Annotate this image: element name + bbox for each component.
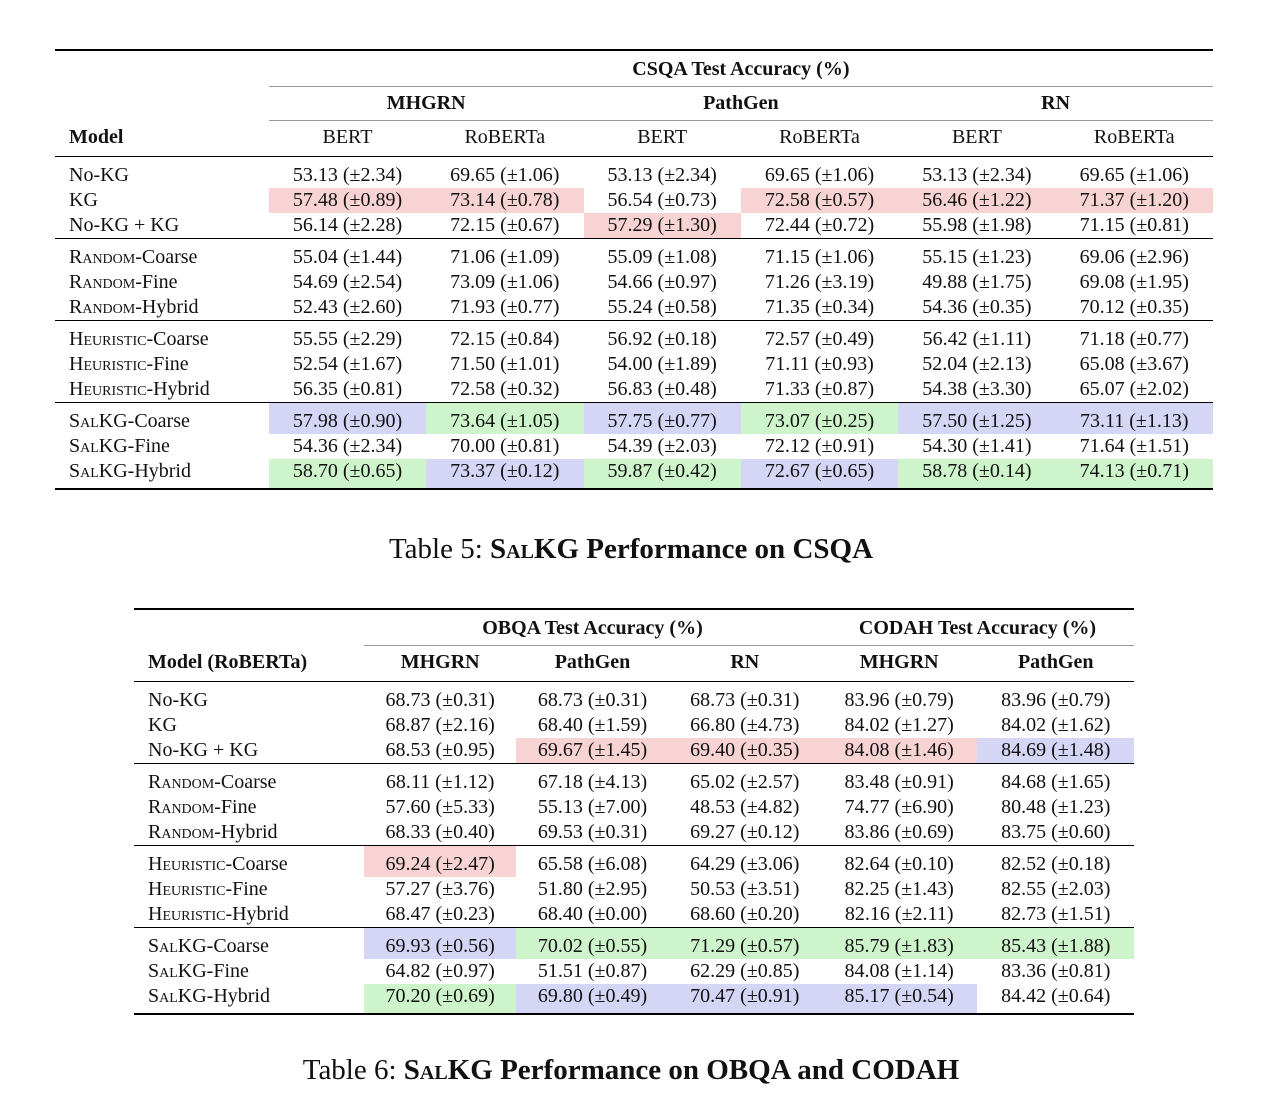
table-row [134,846,1134,878]
accuracy-cell: 73.07 (±0.25) [741,403,898,435]
accuracy-cell: 52.54 (±1.67) [292,353,403,375]
accuracy-cell: 69.27 (±0.12) [690,821,800,843]
model-method-name: Random [148,771,215,793]
accuracy-cell: 71.35 (±0.34) [764,296,875,318]
model-name-cell [55,213,269,239]
model-method-name: Random [148,796,215,818]
accuracy-cell: 69.65 (±1.06) [1079,164,1189,186]
accuracy-cell: 70.12 (±0.35) [1079,296,1189,318]
accuracy-cell: 83.75 (±0.60) [1001,821,1111,843]
accuracy-cell: 68.87 (±2.16) [385,714,495,736]
table-row [134,738,1134,764]
table-row [55,213,1213,239]
lm-header: RoBERTa [464,126,546,148]
accuracy-cell: 66.80 (±4.73) [690,714,800,736]
accuracy-cell: 54.38 (±3.30) [922,378,1032,400]
model-variant-name: KG [69,189,98,211]
accuracy-cell: 82.25 (±1.43) [844,878,954,900]
model-name-cell [134,846,364,878]
table-row [55,321,1213,353]
lm-header: BERT [951,126,1002,148]
accuracy-cell: 68.53 (±0.95) [385,739,495,761]
accuracy-cell: 56.14 (±2.28) [292,214,403,236]
model-method-name: Random [148,821,215,843]
accuracy-cell: 68.11 (±1.12) [364,764,516,796]
accuracy-cell: 65.58 (±6.08) [516,846,668,878]
model-variant-name: -Hybrid [135,296,199,318]
accuracy-cell: 58.70 (±0.65) [269,459,426,489]
model-method-name: Heuristic [69,353,147,375]
table-row [134,764,1134,796]
accuracy-cell: 54.30 (±1.41) [922,435,1032,457]
model-name-cell [55,295,269,321]
obqa-header: OBQA Test Accuracy (%) [364,609,821,646]
accuracy-cell: 70.20 (±0.69) [364,984,516,1014]
model-name-cell [134,877,364,902]
kg-model-header: PathGen [1017,651,1094,673]
accuracy-cell: 62.29 (±0.85) [690,960,800,982]
csqa-header: CSQA Test Accuracy (%) [269,50,1213,87]
accuracy-cell: 57.27 (±3.76) [385,878,495,900]
model-method-name: SalKG [69,435,128,457]
model-name-cell [55,403,269,435]
accuracy-cell: 56.83 (±0.48) [607,378,717,400]
accuracy-cell: 71.33 (±0.87) [764,378,875,400]
accuracy-cell: 54.69 (±2.54) [292,271,403,293]
accuracy-cell: 51.80 (±2.95) [537,878,648,900]
accuracy-cell: 69.65 (±1.06) [450,164,560,186]
accuracy-cell: 70.02 (±0.55) [516,928,668,960]
caption-prefix: Table 5: [388,533,491,565]
accuracy-cell: 54.00 (±1.89) [607,353,717,375]
model-variant-name: -Fine [127,435,170,457]
model-variant-name: No-KG + KG [148,739,259,761]
accuracy-cell: 85.43 (±1.88) [977,928,1134,960]
accuracy-cell: 71.18 (±0.77) [1056,321,1213,353]
accuracy-cell: 54.36 (±0.35) [922,296,1032,318]
accuracy-cell: 73.37 (±0.12) [426,459,583,489]
accuracy-cell: 72.15 (±0.84) [426,321,583,353]
model-variant-name: -Coarse [146,328,209,350]
accuracy-cell: 68.47 (±0.23) [385,903,495,925]
model-name-cell [55,434,269,459]
accuracy-cell: 84.02 (±1.27) [844,714,954,736]
table-row [55,377,1213,403]
table-row [134,959,1134,984]
lm-header: RoBERTa [779,126,860,148]
table-row [55,157,1213,189]
accuracy-cell: 82.64 (±0.10) [821,846,977,878]
accuracy-cell: 65.02 (±2.57) [669,764,821,796]
table-row [55,459,1213,489]
accuracy-cell: 80.48 (±1.23) [1001,796,1111,818]
accuracy-cell: 57.98 (±0.90) [269,403,426,435]
model-name-cell [134,795,364,820]
accuracy-cell: 84.02 (±1.62) [1001,714,1111,736]
accuracy-cell: 56.42 (±1.11) [898,321,1055,353]
model-method-name: SalKG [148,960,207,982]
table-row [134,682,1134,714]
accuracy-cell: 52.43 (±2.60) [292,296,403,318]
accuracy-cell: 83.86 (±0.69) [844,821,954,843]
model-variant-name: -Fine [225,878,268,900]
accuracy-cell: 59.87 (±0.42) [584,459,741,489]
model-variant-name: -Hybrid [127,460,191,482]
table-row [55,434,1213,459]
accuracy-cell: 57.50 (±1.25) [898,403,1055,435]
accuracy-cell: 54.39 (±2.03) [607,435,717,457]
accuracy-cell: 64.29 (±3.06) [669,846,821,878]
accuracy-cell: 74.13 (±0.71) [1056,459,1213,489]
accuracy-cell: 65.08 (±3.67) [1079,353,1189,375]
table-row [134,795,1134,820]
accuracy-cell: 65.07 (±2.02) [1079,378,1189,400]
accuracy-cell: 74.77 (±6.90) [844,796,954,818]
accuracy-cell: 70.00 (±0.81) [450,435,560,457]
model-column-header: Model (RoBERTa) [148,650,308,673]
model-name-cell [134,713,364,738]
accuracy-cell: 84.68 (±1.65) [977,764,1134,796]
table-row [134,877,1134,902]
accuracy-cell: 56.35 (±0.81) [292,378,403,400]
model-name-cell [55,459,269,489]
model-method-name: Heuristic [69,378,147,400]
accuracy-cell: 84.08 (±1.46) [821,738,977,764]
accuracy-cell: 56.92 (±0.18) [584,321,741,353]
accuracy-cell: 72.15 (±0.67) [450,214,560,236]
accuracy-cell: 69.53 (±0.31) [537,821,648,843]
accuracy-cell: 69.06 (±2.96) [1056,239,1213,271]
model-variant-name: -Coarse [127,410,190,432]
accuracy-cell: 72.67 (±0.65) [741,459,898,489]
caption-title: Performance on OBQA and CODAH [492,1054,960,1086]
table-row [55,270,1213,295]
accuracy-cell: 53.13 (±2.34) [922,164,1032,186]
accuracy-cell: 71.93 (±0.77) [450,296,560,318]
model-name-cell [134,928,364,960]
model-variant-name: No-KG [148,689,208,711]
model-variant-name: -Hybrid [214,821,278,843]
accuracy-cell: 83.36 (±0.81) [1001,960,1111,982]
accuracy-cell: 69.24 (±2.47) [364,846,516,878]
accuracy-cell: 69.08 (±1.95) [1079,271,1189,293]
kg-model-header: MHGRN [269,87,584,121]
model-method-name: Random [69,296,136,318]
accuracy-cell: 71.06 (±1.09) [426,239,583,271]
model-variant-name: -Fine [206,960,249,982]
model-name-cell [134,738,364,764]
model-method-name: Heuristic [148,903,226,925]
model-name-cell [55,321,269,353]
accuracy-cell: 55.98 (±1.98) [922,214,1032,236]
table-6 [134,608,1134,1015]
accuracy-cell: 73.14 (±0.78) [426,188,583,213]
kg-model-header: MHGRN [859,651,939,673]
caption-prefix: Table 6: [302,1054,404,1086]
model-name-cell [55,188,269,213]
table-row [134,902,1134,928]
model-variant-name: -Hybrid [206,985,270,1007]
model-variant-name: -Fine [214,796,257,818]
accuracy-cell: 82.16 (±2.11) [844,903,954,925]
accuracy-cell: 84.42 (±0.64) [1001,985,1111,1007]
accuracy-cell: 72.58 (±0.32) [450,378,560,400]
accuracy-cell: 69.80 (±0.49) [516,984,668,1014]
accuracy-cell: 85.79 (±1.83) [821,928,977,960]
model-method-name: Random [69,246,136,268]
table-row [55,352,1213,377]
accuracy-cell: 68.40 (±0.00) [537,903,648,925]
lm-header: RoBERTa [1093,126,1175,148]
accuracy-cell: 68.60 (±0.20) [690,903,800,925]
accuracy-cell: 73.64 (±1.05) [426,403,583,435]
model-variant-name: -Coarse [135,246,198,268]
accuracy-cell: 50.53 (±3.51) [690,878,800,900]
accuracy-cell: 58.78 (±0.14) [898,459,1055,489]
model-column-header: Model [69,125,124,148]
accuracy-cell: 82.52 (±0.18) [977,846,1134,878]
accuracy-cell: 72.12 (±0.91) [764,435,875,457]
accuracy-cell: 49.88 (±1.75) [922,271,1032,293]
accuracy-cell: 57.48 (±0.89) [269,188,426,213]
table-row [134,820,1134,846]
accuracy-cell: 71.29 (±0.57) [669,928,821,960]
accuracy-cell: 57.29 (±1.30) [584,213,741,239]
table-5-caption [0,533,1262,566]
model-name-cell [134,959,364,984]
kg-model-header: RN [898,87,1213,121]
caption-method: SalKG [490,533,580,565]
accuracy-cell: 71.64 (±1.51) [1079,435,1189,457]
table-row [134,928,1134,960]
accuracy-cell: 82.73 (±1.51) [1001,903,1111,925]
model-variant-name: -Coarse [214,771,277,793]
accuracy-cell: 56.46 (±1.22) [898,188,1055,213]
model-variant-name: -Coarse [225,853,288,875]
accuracy-cell: 48.53 (±4.82) [690,796,800,818]
model-method-name: Heuristic [69,328,147,350]
model-name-cell [55,239,269,271]
model-method-name: Heuristic [148,878,226,900]
table-row [134,713,1134,738]
kg-model-header: RN [730,651,760,673]
accuracy-cell: 68.40 (±1.59) [537,714,648,736]
accuracy-cell: 73.11 (±1.13) [1056,403,1213,435]
lm-header: BERT [322,126,373,148]
table-5 [55,49,1213,490]
accuracy-cell: 55.24 (±0.58) [607,296,717,318]
caption-title: Performance on CSQA [579,533,874,565]
accuracy-cell: 53.13 (±2.34) [607,164,717,186]
accuracy-cell: 72.58 (±0.57) [741,188,898,213]
table-row [55,403,1213,435]
accuracy-cell: 67.18 (±4.13) [516,764,668,796]
table-row [55,239,1213,271]
model-name-cell [134,764,364,796]
accuracy-cell: 69.93 (±0.56) [364,928,516,960]
accuracy-cell: 83.96 (±0.79) [1001,689,1111,711]
accuracy-cell: 71.15 (±0.81) [1079,214,1189,236]
model-name-cell [55,270,269,295]
accuracy-cell: 84.69 (±1.48) [977,738,1134,764]
model-variant-name: No-KG + KG [69,214,180,236]
accuracy-cell: 55.15 (±1.23) [898,239,1055,271]
model-method-name: SalKG [69,460,128,482]
accuracy-cell: 84.08 (±1.14) [844,960,954,982]
accuracy-cell: 68.73 (±0.31) [537,689,648,711]
model-name-cell [55,377,269,403]
kg-model-header: PathGen [554,651,631,673]
table-row [55,188,1213,213]
accuracy-cell: 55.09 (±1.08) [584,239,741,271]
accuracy-cell: 53.13 (±2.34) [292,164,403,186]
model-method-name: Heuristic [148,853,226,875]
accuracy-cell: 68.73 (±0.31) [385,689,495,711]
model-method-name: SalKG [69,410,128,432]
accuracy-cell: 83.96 (±0.79) [844,689,954,711]
model-variant-name: -Hybrid [225,903,289,925]
accuracy-cell: 68.73 (±0.31) [690,689,800,711]
codah-header: CODAH Test Accuracy (%) [821,609,1134,646]
accuracy-cell: 72.44 (±0.72) [764,214,875,236]
table-row [55,295,1213,321]
accuracy-cell: 55.13 (±7.00) [537,796,648,818]
model-name-cell [55,352,269,377]
accuracy-cell: 51.51 (±0.87) [537,960,648,982]
accuracy-cell: 71.26 (±3.19) [764,271,875,293]
lm-header: BERT [637,126,688,148]
model-name-cell [134,682,364,714]
accuracy-cell: 73.09 (±1.06) [450,271,560,293]
accuracy-cell: 57.60 (±5.33) [385,796,495,818]
accuracy-cell: 52.04 (±2.13) [922,353,1032,375]
accuracy-cell: 54.66 (±0.97) [607,271,717,293]
accuracy-cell: 54.36 (±2.34) [292,435,403,457]
accuracy-cell: 72.57 (±0.49) [741,321,898,353]
kg-model-header: MHGRN [400,651,480,673]
model-name-cell [55,157,269,189]
accuracy-cell: 71.50 (±1.01) [450,353,560,375]
accuracy-cell: 56.54 (±0.73) [607,189,717,211]
model-variant-name: KG [148,714,177,736]
model-method-name: SalKG [148,985,207,1007]
accuracy-cell: 69.40 (±0.35) [669,738,821,764]
accuracy-cell: 70.47 (±0.91) [669,984,821,1014]
accuracy-cell: 68.33 (±0.40) [385,821,495,843]
model-variant-name: -Fine [146,353,189,375]
model-variant-name: -Coarse [206,935,269,957]
accuracy-cell: 85.17 (±0.54) [821,984,977,1014]
accuracy-cell: 57.75 (±0.77) [584,403,741,435]
accuracy-cell: 82.55 (±2.03) [1001,878,1111,900]
model-name-cell [134,902,364,928]
model-name-cell [134,984,364,1014]
model-variant-name: -Hybrid [146,378,210,400]
accuracy-cell: 71.15 (±1.06) [741,239,898,271]
table-row [134,984,1134,1014]
table-6-caption [0,1054,1262,1087]
accuracy-cell: 69.65 (±1.06) [764,164,875,186]
model-variant-name: No-KG [69,164,129,186]
model-method-name: Random [69,271,136,293]
accuracy-cell: 83.48 (±0.91) [821,764,977,796]
model-variant-name: -Fine [135,271,178,293]
model-method-name: SalKG [148,935,207,957]
model-name-cell [134,820,364,846]
table-5-body [55,157,1213,490]
caption-method: SalKG [403,1054,493,1086]
accuracy-cell: 71.11 (±0.93) [765,353,874,375]
kg-model-header: PathGen [584,87,899,121]
accuracy-cell: 71.37 (±1.20) [1056,188,1213,213]
accuracy-cell: 55.04 (±1.44) [269,239,426,271]
accuracy-cell: 69.67 (±1.45) [516,738,668,764]
accuracy-cell: 55.55 (±2.29) [269,321,426,353]
accuracy-cell: 64.82 (±0.97) [385,960,495,982]
table-6-body [134,682,1134,1015]
